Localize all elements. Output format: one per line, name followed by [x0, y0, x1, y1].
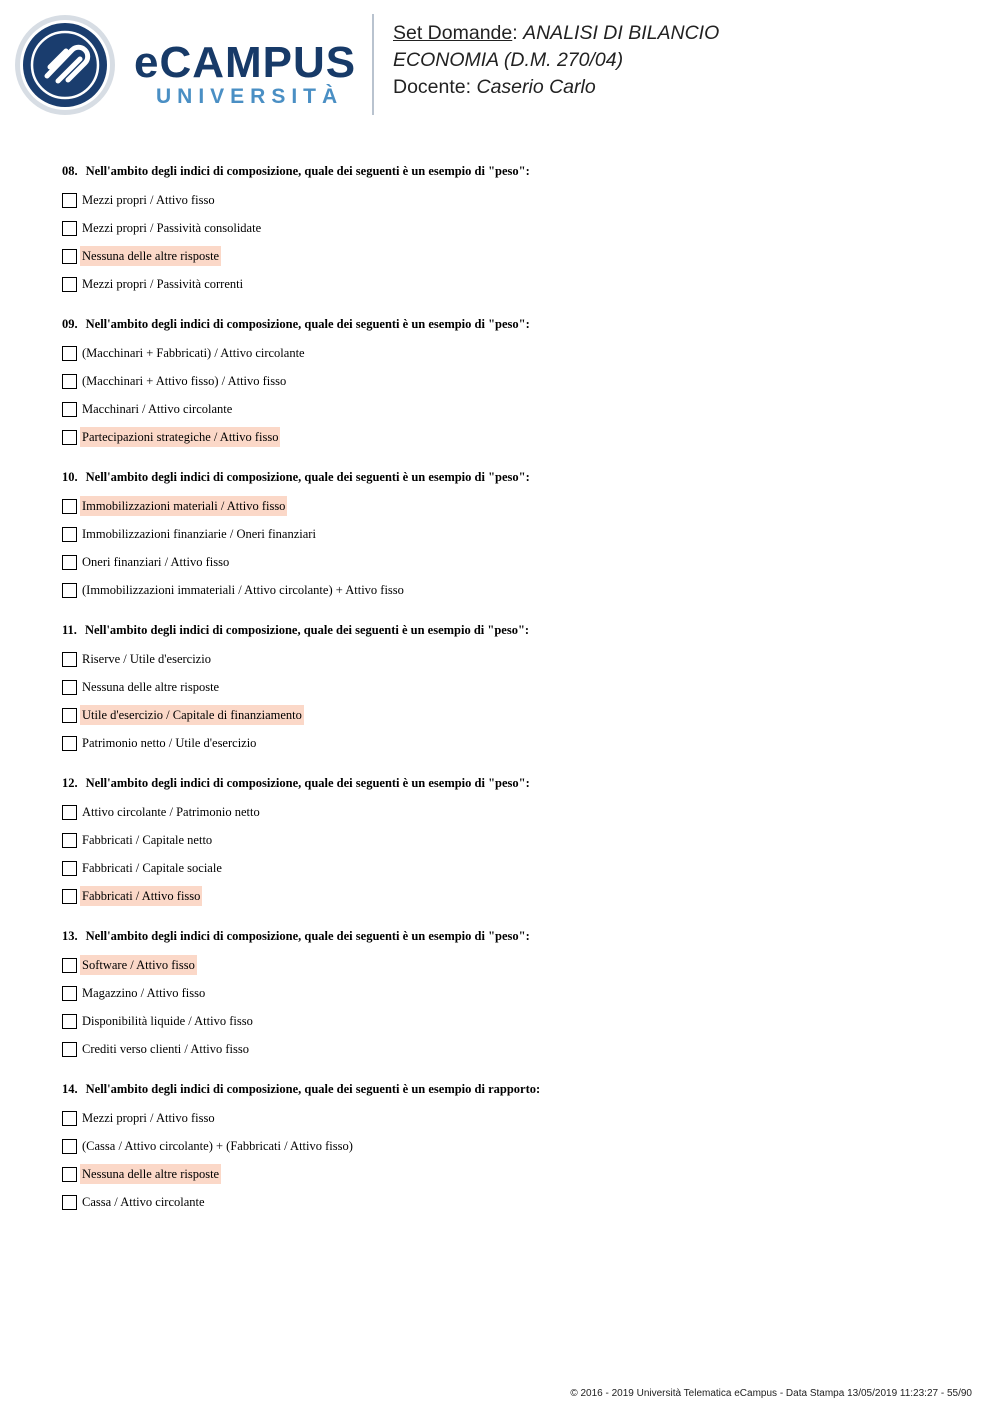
- answer-option[interactable]: [62, 423, 962, 451]
- answer-option[interactable]: [62, 367, 962, 395]
- question-heading: [62, 620, 962, 640]
- answer-option[interactable]: [62, 951, 962, 979]
- set-colon: :: [512, 22, 518, 44]
- answer-checkbox[interactable]: [62, 249, 77, 264]
- answer-option[interactable]: [62, 979, 962, 1007]
- answer-option[interactable]: [62, 701, 962, 729]
- answer-checkbox[interactable]: [62, 583, 77, 598]
- answer-option[interactable]: [62, 882, 962, 910]
- answer-option[interactable]: [62, 186, 962, 214]
- brand-subtitle: UNIVERSITÀ: [156, 85, 344, 108]
- answer-checkbox[interactable]: [62, 652, 77, 667]
- answer-checkbox[interactable]: [62, 527, 77, 542]
- answer-checkbox[interactable]: [62, 374, 77, 389]
- course-title-line1: ANALISI DI BILANCIO: [523, 22, 720, 44]
- question-heading: [62, 773, 962, 793]
- question-08: [62, 161, 962, 298]
- answer-text-correct: Partecipazioni strategiche / Attivo fisso: [80, 427, 280, 447]
- answer-text: (Macchinari + Attivo fisso) / Attivo fisso: [82, 374, 287, 388]
- question-text: Nell'ambito degli indici di composizione, quale dei seguenti è un esempio di rapporto:: [85, 1082, 541, 1096]
- answer-text: Mezzi propri / Passività consolidate: [82, 221, 262, 235]
- ecampus-emblem-icon: [14, 14, 116, 116]
- question-13: [62, 926, 962, 1063]
- answer-checkbox[interactable]: [62, 1195, 77, 1210]
- answer-checkbox[interactable]: [62, 193, 77, 208]
- question-text: Nell'ambito degli indici di composizione, quale dei seguenti è un esempio di "peso":: [85, 164, 530, 178]
- docente-line: [393, 74, 719, 101]
- question-12: [62, 773, 962, 910]
- question-text: Nell'ambito degli indici di composizione, quale dei seguenti è un esempio di "peso":: [85, 317, 530, 331]
- answer-option[interactable]: [62, 1132, 962, 1160]
- answer-text: Mezzi propri / Attivo fisso: [82, 193, 215, 207]
- brand-logo: [134, 40, 358, 108]
- answer-text: Disponibilità liquide / Attivo fisso: [82, 1014, 253, 1028]
- question-text: Nell'ambito degli indici di composizione, quale dei seguenti è un esempio di "peso":: [85, 929, 530, 943]
- answer-option[interactable]: [62, 1007, 962, 1035]
- answer-option[interactable]: [62, 798, 962, 826]
- docente-label: Docente:: [393, 76, 472, 98]
- header-divider: [372, 14, 374, 115]
- answer-text: Mezzi propri / Passività correnti: [82, 277, 244, 291]
- answer-checkbox[interactable]: [62, 708, 77, 723]
- course-title-line2: ECONOMIA (D.M. 270/04): [393, 49, 624, 71]
- answer-checkbox[interactable]: [62, 499, 77, 514]
- answer-option[interactable]: [62, 854, 962, 882]
- question-14: [62, 1079, 962, 1216]
- course-info: [393, 20, 719, 101]
- answer-option[interactable]: [62, 270, 962, 298]
- answer-checkbox[interactable]: [62, 402, 77, 417]
- answer-text: (Immobilizzazioni immateriali / Attivo circolante) + Attivo fisso: [82, 583, 404, 597]
- answer-checkbox[interactable]: [62, 861, 77, 876]
- answer-option[interactable]: [62, 826, 962, 854]
- question-text: Nell'ambito degli indici di composizione, quale dei seguenti è un esempio di "peso":: [85, 470, 530, 484]
- answer-checkbox[interactable]: [62, 889, 77, 904]
- answer-text-correct: Fabbricati / Attivo fisso: [80, 886, 202, 906]
- set-domande-label: Set Domande: [393, 22, 513, 44]
- answer-checkbox[interactable]: [62, 221, 77, 236]
- answer-option[interactable]: [62, 576, 962, 604]
- answer-text-correct: Utile d'esercizio / Capitale di finanziamento: [80, 705, 304, 725]
- question-heading: [62, 926, 962, 946]
- answer-checkbox[interactable]: [62, 958, 77, 973]
- answer-option[interactable]: [62, 339, 962, 367]
- set-domande-line: [393, 20, 719, 47]
- answer-option[interactable]: [62, 214, 962, 242]
- answer-option[interactable]: [62, 1035, 962, 1063]
- answer-text: Attivo circolante / Patrimonio netto: [82, 805, 260, 819]
- answer-checkbox[interactable]: [62, 1111, 77, 1126]
- answer-checkbox[interactable]: [62, 1167, 77, 1182]
- answer-checkbox[interactable]: [62, 680, 77, 695]
- footer-copyright: © 2016 - 2019 Università Telematica eCampus - Data Stampa 13/05/2019 11:23:27 - 55/90: [570, 1388, 972, 1399]
- answer-option[interactable]: [62, 492, 962, 520]
- answer-text-correct: Immobilizzazioni materiali / Attivo fisso: [80, 496, 287, 516]
- answer-text-correct: Nessuna delle altre risposte: [80, 246, 221, 266]
- question-number: 11.: [62, 623, 77, 637]
- answer-checkbox[interactable]: [62, 346, 77, 361]
- question-10: [62, 467, 962, 604]
- answer-option[interactable]: [62, 729, 962, 757]
- question-text: Nell'ambito degli indici di composizione, quale dei seguenti è un esempio di "peso":: [84, 623, 530, 637]
- question-number: 09.: [62, 317, 78, 331]
- answer-text: Macchinari / Attivo circolante: [82, 402, 233, 416]
- answer-option[interactable]: [62, 1188, 962, 1216]
- answer-checkbox[interactable]: [62, 277, 77, 292]
- question-heading: [62, 314, 962, 334]
- answer-option[interactable]: [62, 645, 962, 673]
- answer-option[interactable]: [62, 395, 962, 423]
- question-number: 13.: [62, 929, 78, 943]
- answer-text: Immobilizzazioni finanziarie / Oneri finanziari: [82, 527, 316, 541]
- answer-checkbox[interactable]: [62, 555, 77, 570]
- answer-text: Cassa / Attivo circolante: [82, 1195, 205, 1209]
- answer-text-correct: Nessuna delle altre risposte: [80, 1164, 221, 1184]
- question-11: [62, 620, 962, 757]
- answer-text: (Cassa / Attivo circolante) + (Fabbricati / Attivo fisso): [82, 1139, 353, 1153]
- answer-text: (Macchinari + Fabbricati) / Attivo circolante: [82, 346, 305, 360]
- question-number: 14.: [62, 1082, 78, 1096]
- answer-checkbox[interactable]: [62, 1042, 77, 1057]
- question-number: 08.: [62, 164, 78, 178]
- answer-text: Crediti verso clienti / Attivo fisso: [82, 1042, 249, 1056]
- question-number: 12.: [62, 776, 78, 790]
- docente-name: Caserio Carlo: [476, 76, 596, 98]
- answer-checkbox[interactable]: [62, 736, 77, 751]
- answer-checkbox[interactable]: [62, 833, 77, 848]
- question-heading: [62, 467, 962, 487]
- answer-text: Fabbricati / Capitale netto: [82, 833, 213, 847]
- question-heading: [62, 1079, 962, 1099]
- answer-text: Mezzi propri / Attivo fisso: [82, 1111, 215, 1125]
- answer-option[interactable]: [62, 1160, 962, 1188]
- answer-option[interactable]: [62, 520, 962, 548]
- answer-text: Magazzino / Attivo fisso: [82, 986, 206, 1000]
- question-09: [62, 314, 962, 451]
- answer-option[interactable]: [62, 548, 962, 576]
- question-list: [62, 161, 962, 1232]
- answer-text-correct: Software / Attivo fisso: [80, 955, 197, 975]
- answer-checkbox[interactable]: [62, 805, 77, 820]
- question-heading: [62, 161, 962, 181]
- answer-option[interactable]: [62, 242, 962, 270]
- answer-checkbox[interactable]: [62, 1139, 77, 1154]
- question-number: 10.: [62, 470, 78, 484]
- answer-text: Oneri finanziari / Attivo fisso: [82, 555, 230, 569]
- answer-checkbox[interactable]: [62, 1014, 77, 1029]
- answer-text: Riserve / Utile d'esercizio: [82, 652, 211, 666]
- answer-checkbox[interactable]: [62, 986, 77, 1001]
- answer-checkbox[interactable]: [62, 430, 77, 445]
- answer-text: Fabbricati / Capitale sociale: [82, 861, 222, 875]
- answer-option[interactable]: [62, 673, 962, 701]
- brand-name: eCAMPUS: [134, 38, 357, 87]
- answer-text: Patrimonio netto / Utile d'esercizio: [82, 736, 257, 750]
- answer-option[interactable]: [62, 1104, 962, 1132]
- answer-text: Nessuna delle altre risposte: [82, 680, 220, 694]
- question-text: Nell'ambito degli indici di composizione, quale dei seguenti è un esempio di "peso":: [85, 776, 530, 790]
